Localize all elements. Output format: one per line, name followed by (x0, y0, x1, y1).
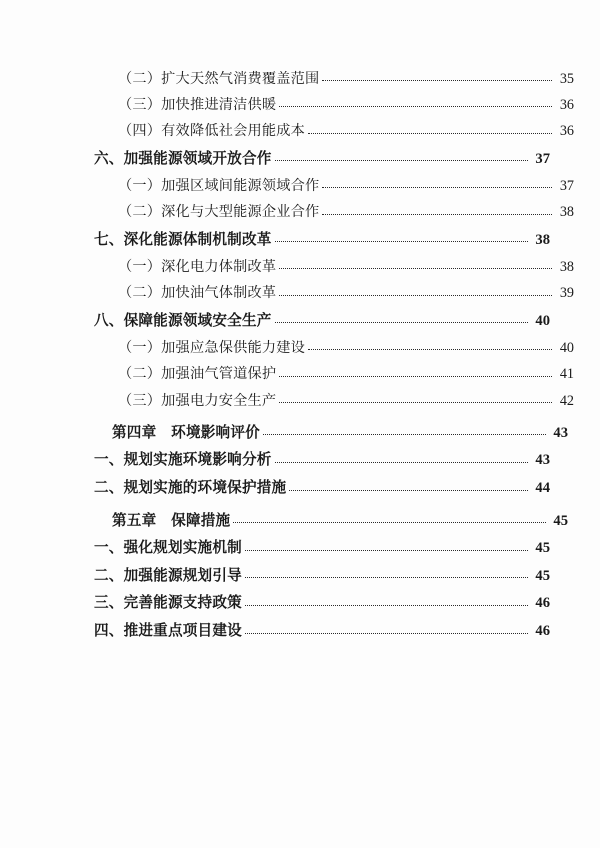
toc-entry-page-number: 44 (535, 480, 550, 496)
toc-entry-title: 二、规划实施的环境保护措施 (94, 480, 287, 496)
toc-entry-title: 七、深化能源体制机制改革 (94, 231, 272, 248)
toc-entry-page-number: 45 (535, 540, 550, 557)
toc-entry-title: 八、保障能源领域安全生产 (94, 312, 272, 329)
toc-leader-dots (275, 321, 528, 323)
toc-entry-title: 四、推进重点项目建设 (94, 622, 242, 639)
toc-entry-title: 一、强化规划实施机制 (94, 540, 242, 557)
toc-entry-page-number: 39 (559, 285, 574, 302)
toc-entry-page-number: 43 (553, 424, 568, 441)
toc-entry-title: （三）加强电力安全生产 (118, 392, 277, 409)
toc-entry-title: （四）有效降低社会用能成本 (118, 123, 306, 140)
toc-entry-page-number: 38 (559, 259, 574, 276)
toc-leader-dots (308, 348, 552, 350)
toc-leader-dots (279, 105, 552, 107)
toc-entry-title: 六、加强能源领域开放合作 (94, 150, 272, 167)
toc-leader-dots (245, 576, 528, 578)
toc-entry-title: 三、完善能源支持政策 (94, 595, 242, 612)
toc-entry[interactable] (72, 341, 574, 355)
toc-entry[interactable] (72, 367, 574, 381)
toc-entry[interactable] (72, 124, 574, 138)
toc-entry-page-number: 38 (559, 204, 574, 221)
toc-leader-dots (275, 461, 528, 463)
toc-entry-page-number: 43 (535, 452, 550, 469)
toc-entry-page-number: 45 (535, 567, 550, 584)
toc-leader-dots (245, 632, 528, 634)
toc-entry[interactable] (72, 179, 574, 193)
toc-entry[interactable] (72, 453, 550, 468)
table-of-contents (72, 71, 574, 639)
toc-leader-dots (245, 549, 528, 551)
toc-leader-dots (279, 375, 552, 377)
toc-entry[interactable] (72, 260, 574, 274)
toc-entry[interactable] (72, 152, 550, 167)
toc-entry-page-number: 46 (535, 622, 550, 639)
toc-entry-title: （二）加强油气管道保护 (118, 366, 277, 383)
toc-entry[interactable] (72, 426, 568, 441)
toc-entry-title: 第五章 保障措施 (112, 512, 231, 529)
toc-entry-page-number: 45 (553, 512, 568, 529)
toc-entry-title: （二）深化与大型能源企业合作 (118, 204, 320, 221)
toc-entry-page-number: 37 (535, 150, 550, 167)
toc-leader-dots (279, 401, 552, 403)
toc-leader-dots (322, 79, 552, 81)
toc-entry-title: （三）加快推进清洁供暖 (118, 97, 277, 114)
toc-entry[interactable] (72, 541, 550, 556)
toc-entry[interactable] (72, 98, 574, 112)
toc-entry-title: 二、加强能源规划引导 (94, 567, 242, 584)
toc-entry-title: （二）扩大天然气消费覆盖范围 (118, 71, 320, 87)
toc-entry-page-number: 36 (559, 123, 574, 140)
toc-entry-page-number: 35 (559, 71, 574, 87)
toc-leader-dots (289, 489, 528, 491)
toc-entry[interactable] (72, 314, 550, 329)
toc-entry[interactable] (72, 233, 550, 248)
toc-leader-dots (245, 604, 528, 606)
toc-leader-dots (263, 433, 546, 435)
toc-entry-title: 第四章 环境影响评价 (112, 424, 260, 441)
toc-leader-dots (275, 159, 528, 161)
toc-leader-dots (233, 521, 546, 523)
toc-entry[interactable] (72, 514, 568, 529)
toc-entry-page-number: 37 (559, 178, 574, 195)
toc-entry[interactable] (72, 569, 550, 584)
toc-entry-page-number: 40 (559, 340, 574, 357)
toc-entry[interactable] (72, 596, 550, 611)
toc-entry-title: （一）加强应急保供能力建设 (118, 340, 306, 357)
toc-entry-page-number: 42 (559, 392, 574, 409)
toc-entry[interactable] (72, 286, 574, 300)
toc-entry[interactable] (72, 72, 574, 86)
toc-entry-page-number: 40 (535, 312, 550, 329)
toc-entry[interactable] (72, 394, 574, 408)
toc-leader-dots (279, 294, 552, 296)
toc-leader-dots (308, 132, 552, 134)
toc-leader-dots (275, 240, 528, 242)
toc-entry-page-number: 38 (535, 231, 550, 248)
toc-leader-dots (322, 186, 552, 188)
toc-entry-title: 一、规划实施环境影响分析 (94, 452, 272, 469)
toc-entry-title: （一）深化电力体制改革 (118, 259, 277, 276)
toc-leader-dots (279, 267, 552, 269)
toc-entry-title: （一）加强区域间能源领域合作 (118, 178, 320, 195)
toc-entry[interactable] (72, 481, 550, 496)
toc-entry-title: （二）加快油气体制改革 (118, 285, 277, 302)
toc-leader-dots (322, 213, 552, 215)
toc-entry[interactable] (72, 624, 550, 639)
toc-entry-page-number: 46 (535, 595, 550, 612)
toc-entry-page-number: 41 (559, 366, 574, 383)
toc-entry-page-number: 36 (559, 97, 574, 114)
toc-entry[interactable] (72, 205, 574, 219)
